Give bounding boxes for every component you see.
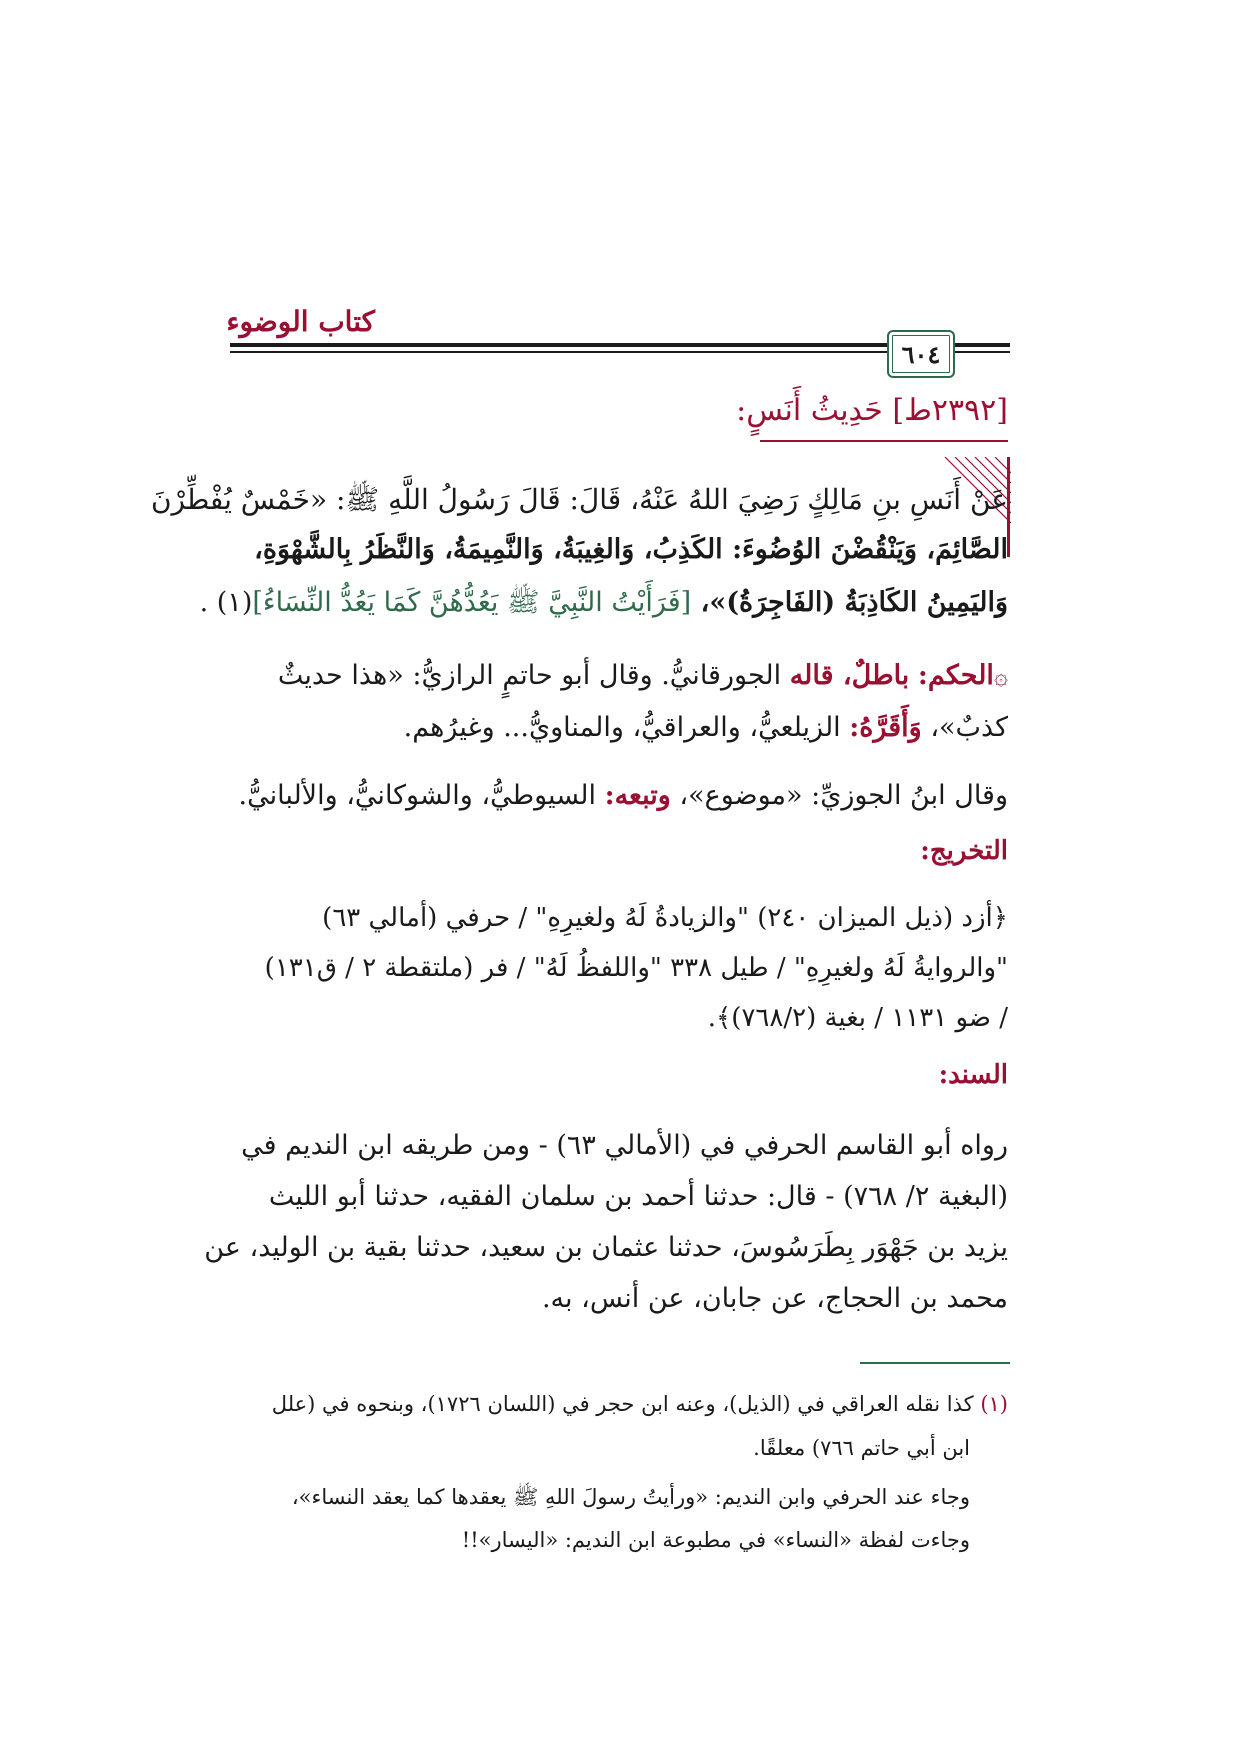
footnote-separator xyxy=(860,1362,1010,1364)
hadith-heading: [٢٣٩٢ط] حَدِيثُ أَنَسٍ: xyxy=(736,393,1008,428)
takhrij-line: ﴿أزد (ذيل الميزان ٢٤٠) "والزيادةُ لَهُ ولغيرِهِ" / حرفي (أمالي ٦٣) xyxy=(322,903,1008,933)
ruling-followed-label: وتبعه: xyxy=(604,780,671,811)
ruling-line xyxy=(278,660,1008,691)
sanad-line: رواه أبو القاسم الحرفي في (الأمالي ٦٣) - ومن طريقه ابن النديم في xyxy=(241,1130,1008,1161)
footnote-line: وجاء عند الحرفي وابن النديم: «ورأيتُ رسولَ اللهِ ﷺ يعقدها كما يعقد النساء»، xyxy=(291,1485,970,1509)
hadith-text-segment: وَاليَمِينُ الكَاذِبَةُ (الفَاجِرَةُ)»، xyxy=(691,587,1008,618)
ruling-approval-label: وَأَقَرَّهُ: xyxy=(849,712,922,743)
sanad-line: يزيد بن جَهْوَر بِطَرَسُوسَ، حدثنا عثمان بن سعيد، حدثنا بقية بن الوليد، عن xyxy=(204,1232,1008,1263)
page-number: ٦٠٤ xyxy=(887,330,955,378)
footnote-line: وجاءت لفظة «النساء» في مطبوعة ابن النديم: «اليسار»!! xyxy=(461,1528,970,1552)
sanad-line: (البغية ٢/ ٧٦٨) - قال: حدثنا أحمد بن سلمان الفقيه، حدثنا أبو الليث xyxy=(268,1181,1008,1212)
footnote-line: ابن أبي حاتم ٧٦٦) معلقًا. xyxy=(753,1436,970,1460)
running-header-title: كتاب الوضوء xyxy=(226,305,375,338)
ruling-verdict: باطلٌ، قاله xyxy=(789,660,910,691)
ornament-gem-icon: ۞ xyxy=(993,662,1008,690)
takhrij-heading: التخريج: xyxy=(920,836,1008,866)
ruling-line xyxy=(404,712,1008,743)
ruling-label: الحكم: xyxy=(917,660,994,691)
hadith-text-line xyxy=(200,585,1008,625)
sanad-heading: السند: xyxy=(938,1060,1008,1090)
hadith-text-line: الصَّائِمَ، وَيَنْقُضْنَ الوُضُوءَ: الكَذِبُ، وَالغِيبَةُ، وَالنَّمِيمَةُ، وَالنَّظَرُ بِالشَّهْوَةِ، xyxy=(254,534,1008,565)
ruling-text: وقال ابنُ الجوزيِّ: «موضوع»، xyxy=(670,780,1008,811)
takhrij-line: / ضو ١١٣١ / بغية (٧٦٨/٢)﴾. xyxy=(707,1003,1008,1033)
hadith-text-line: عَنْ أَنَسِ بنِ مَالِكٍ رَضِيَ اللهُ عَنْهُ، قَالَ: قَالَ رَسُولُ اللَّهِ ﷺ: «خَمْسٌ يُفْطِّرْنَ xyxy=(150,483,1008,516)
heading-underline xyxy=(760,440,1008,442)
sanad-line: محمد بن الحجاج، عن جابان، عن أنس، به. xyxy=(541,1283,1008,1314)
ruling-text: الجورقانيُّ. وقال أبو حاتمٍ الرازيُّ: «هذا حديثٌ xyxy=(277,660,790,691)
takhrij-line: "والروايةُ لَهُ ولغيرِهِ" / طيل ٣٣٨ "واللفظُ لَهُ" / فر (ملتقطة ٢ / ق١٣١) xyxy=(264,953,1008,983)
footnote-text: كذا نقله العراقي في (الذيل)، وعنه ابن حجر في (اللسان ١٧٢٦)، وبنحوه في (علل xyxy=(271,1392,981,1416)
footnote-ref: (١) . xyxy=(199,587,253,618)
hadith-addition: [فَرَأَيْتُ النَّبِيَّ ﷺ يَعُدُّهُنَّ كَمَا يَعُدُّ النِّسَاءُ] xyxy=(252,587,692,618)
ruling-text: كذبٌ»، xyxy=(921,712,1008,743)
footnote-line xyxy=(272,1392,1008,1416)
footnote-marker: (١) xyxy=(980,1392,1008,1416)
ruling-text: الزيلعيُّ، والعراقيُّ، والمناويُّ... وغيرُهم. xyxy=(403,712,850,743)
ruling-line xyxy=(238,780,1008,811)
ruling-text: السيوطيُّ، والشوكانيُّ، والألبانيُّ. xyxy=(238,780,605,811)
